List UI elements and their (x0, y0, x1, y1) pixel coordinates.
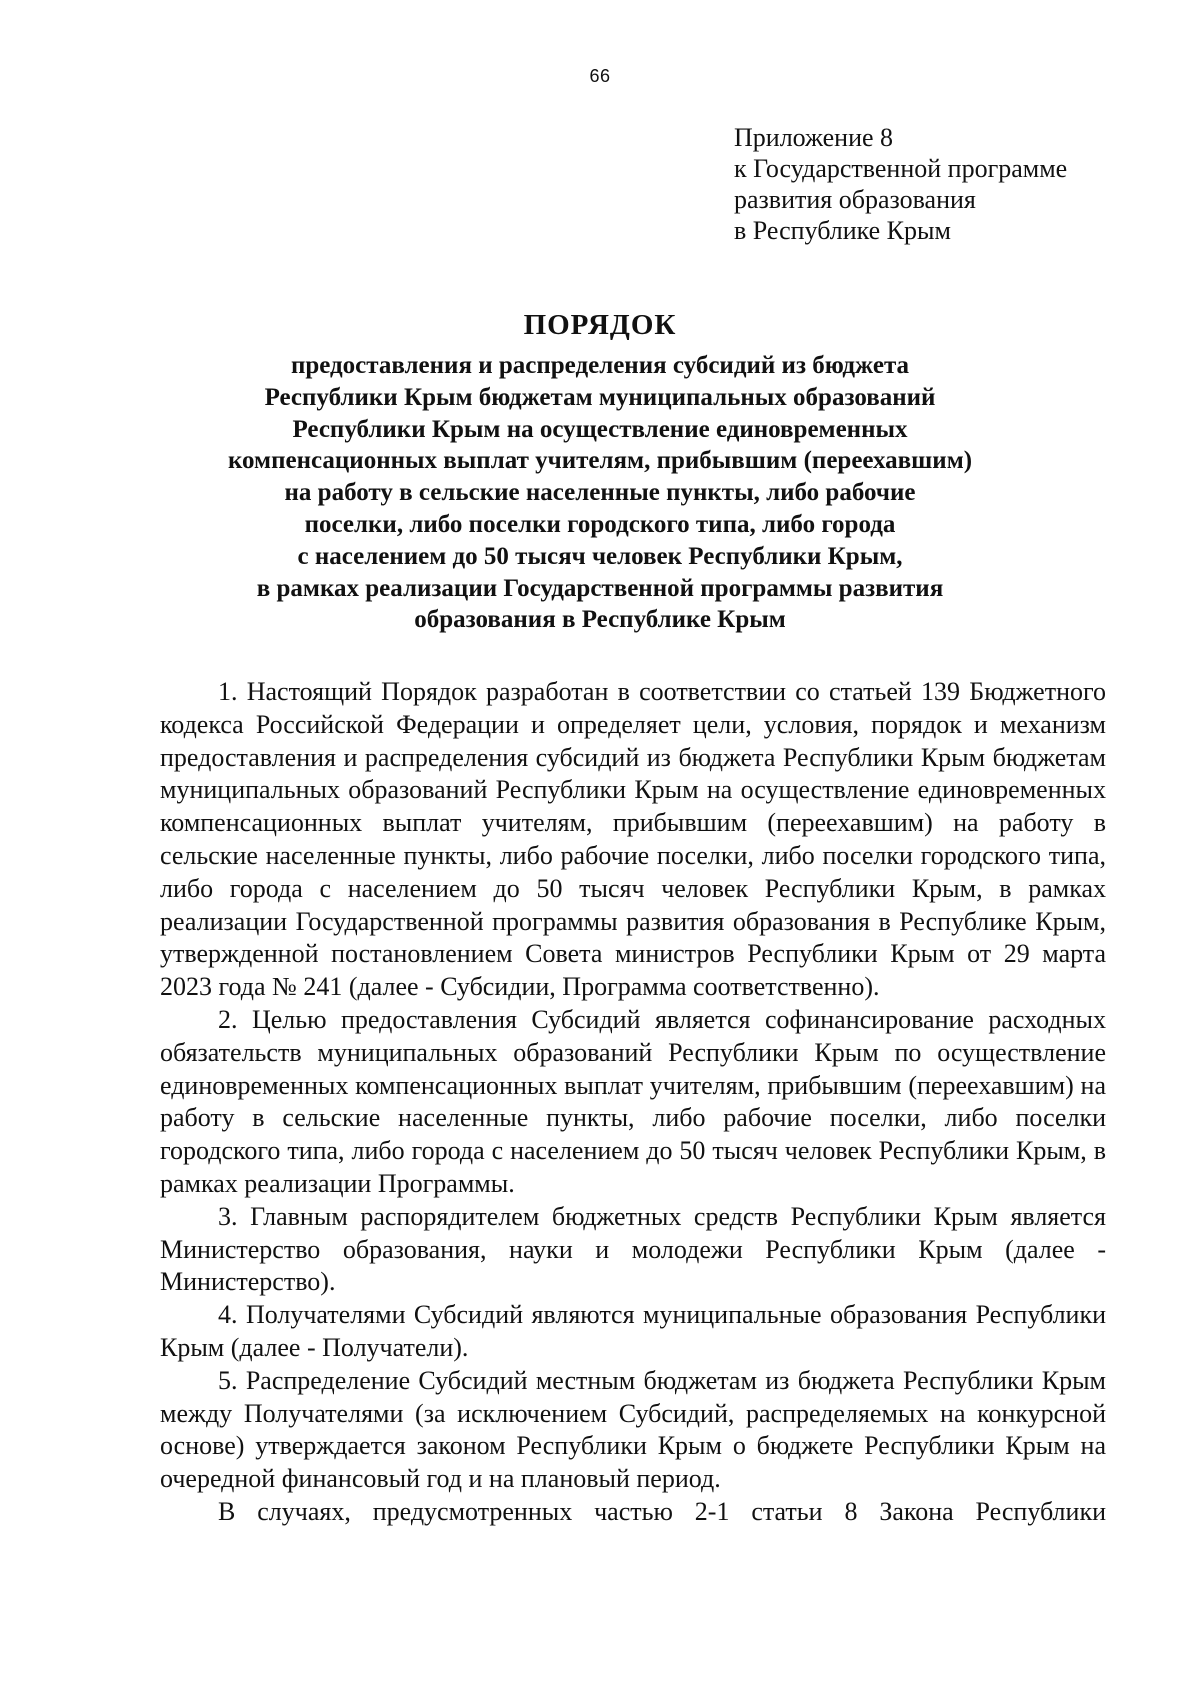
subtitle-line: поселки, либо поселки городского типа, либо города (304, 510, 896, 538)
page-number: 66 (589, 66, 611, 86)
document-body (160, 676, 1106, 1529)
paragraph-4: 4. Получателями Субсидий являются муниципальные образования Республики Крым (далее - Получатели). (160, 1300, 1106, 1362)
document-subtitle (160, 350, 1040, 636)
subtitle-line: компенсационных выплат учителям, прибывшим (переехавшим) (227, 447, 973, 475)
paragraph-3: 3. Главным распорядителем бюджетных средств Республики Крым является Министерство образования, науки и молодежи Республики Крым (далее - Министерство). (160, 1201, 1106, 1297)
subtitle-line: в рамках реализации Государственной программы развития (256, 574, 944, 602)
paragraph-1: 1. Настоящий Порядок разработан в соответствии со статьей 139 Бюджетного кодекса Российской Федерации и определяет цели, условия, порядок и механизм предоставления и распределения субсидий из бюджета Республики Крым бюджетам муниципальных образований Республики Крым на осуществление единовременных компенсационных выплат учителям, прибывшим (переехавшим) на работу в сельские населенные пункты, либо рабочие поселки, либо поселки городского типа, либо города с населением до 50 тысяч человек Республики Крым, в рамках реализации Государственной программы развития образования в Республике Крым, утвержденной постановлением Совета министров Республики Крым от 29 марта 2023 года № 241 (далее - Субсидии, Программа соответственно). (160, 677, 1106, 1002)
paragraph-6: В случаях, предусмотренных частью 2-1 статьи 8 Закона Республики (218, 1496, 1106, 1526)
appendix-line: в Республике Крым (734, 216, 951, 245)
paragraph-5: 5. Распределение Субсидий местным бюджетам из бюджета Республики Крым между Получателями (за исключением Субсидий, распределяемых на конкурсной основе) утверждается законом Республики Крым о бюджете Республики Крым на очередной финансовый год и на плановый период. (160, 1365, 1106, 1494)
subtitle-line: образования в Республике Крым (414, 606, 786, 634)
subtitle-line: Республики Крым бюджетам муниципальных образований (264, 383, 936, 411)
subtitle-line: Республики Крым на осуществление единовременных (292, 415, 908, 443)
appendix-line: к Государственной программе (734, 154, 1068, 183)
subtitle-line: на работу в сельские населенные пункты, либо рабочие (284, 479, 916, 507)
paragraph-2: 2. Целью предоставления Субсидий является софинансирование расходных обязательств муниципальных образований Республики Крым по осуществление единовременных компенсационных выплат учителям, прибывшим (переехавшим) на работу в сельские населенные пункты, либо рабочие поселки, либо поселки городского типа, либо города с населением до 50 тысяч человек Республики Крым, в рамках реализации Программы. (160, 1004, 1106, 1198)
subtitle-line: с населением до 50 тысяч человек Республики Крым, (297, 542, 903, 570)
appendix-line: развития образования (734, 185, 976, 214)
appendix-line: Приложение 8 (734, 123, 894, 152)
subtitle-line: предоставления и распределения субсидий из бюджета (290, 352, 910, 379)
appendix-note (734, 122, 1067, 246)
document-title: ПОРЯДОК (523, 309, 677, 341)
